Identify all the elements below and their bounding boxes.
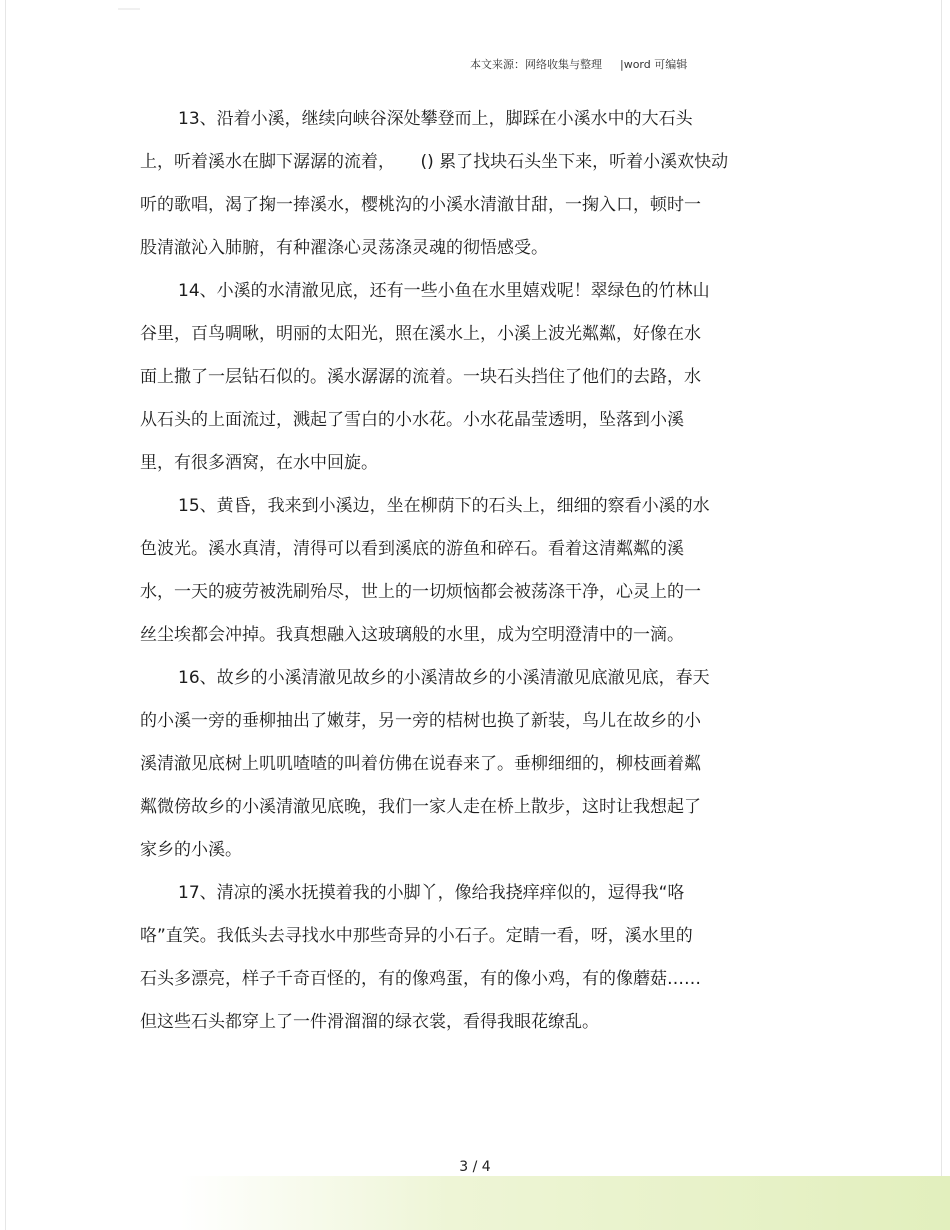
paragraph-line: 丝尘埃都会冲掉。我真想融入这玻璃般的水里，成为空明澄清中的一滴。 [140,625,684,645]
paragraph-line: 14、小溪的水清澈见底，还有一些小鱼在水里嬉戏呢！翠绿色的竹林山 [178,281,710,301]
paragraph-line: 从石头的上面流过，溅起了雪白的小水花。小水花晶莹透明，坠落到小溪 [140,410,684,430]
paragraph-line: 的小溪一旁的垂柳抽出了嫩芽，另一旁的桔树也换了新装，鸟儿在故乡的小 [140,711,701,731]
paragraph-15 [140,497,780,644]
paragraph-14 [140,282,780,472]
paragraph-line: 溪清澈见底树上叽叽喳喳的叫着仿佛在说春来了。垂柳细细的，柳枝画着粼 [140,754,701,774]
paragraph-line: 石头多漂亮，样子千奇百怪的，有的像鸡蛋，有的像小鸡，有的像蘑菇…… [140,969,701,989]
header-note [470,56,687,72]
body-text [140,110,780,1056]
header-source: 本文来源：网络收集与整理 [470,58,602,71]
paragraph-line: 15、黄昏，我来到小溪边，坐在柳荫下的石头上，细细的察看小溪的水 [178,496,710,516]
paragraph-line: 但这些石头都穿上了一件滑溜溜的绿衣裳，看得我眼花缭乱。 [140,1012,599,1032]
paragraph-line: 色波光。溪水真清，清得可以看到溪底的游鱼和碎石。看着这清粼粼的溪 [140,539,684,559]
header-edit: |word 可编辑 [620,58,688,71]
left-page-edge [5,0,6,1230]
bottom-decor-band [180,1176,950,1230]
paragraph-line: 里，有很多酒窝，在水中回旋。 [140,453,378,473]
paragraph-line: 家乡的小溪。 [140,840,242,860]
page-number: 3 / 4 [459,1159,491,1175]
paragraph-line: 13、沿着小溪，继续向峡谷深处攀登而上，脚踩在小溪水中的大石头 [178,109,693,129]
paragraph-17 [140,884,780,1031]
paragraph-line: 股清澈沁入肺腑，有种濯涤心灵荡涤灵魂的彻悟感受。 [140,238,548,258]
paragraph-line: 听的歌唱，渴了掬一捧溪水，樱桃沟的小溪水清澈甘甜，一掬入口，顿时一 [140,195,701,215]
paragraph-line: 上，听着溪水在脚下潺潺的流着， () 累了找块石头坐下来，听着小溪欢快动 [140,152,729,172]
paragraph-line: 17、清凉的溪水抚摸着我的小脚丫，像给我挠痒痒似的，逗得我“咯 [178,883,685,903]
paragraph-16 [140,669,780,859]
paragraph-line: 水，一天的疲劳被洗刷殆尽，世上的一切烦恼都会被荡涤干净，心灵上的一 [140,582,701,602]
paragraph-line: 16、故乡的小溪清澈见故乡的小溪清故乡的小溪清澈见底澈见底，春天 [178,668,710,688]
corner-mark [118,8,140,10]
paragraph-line: 谷里，百鸟啁啾，明丽的太阳光，照在溪水上，小溪上波光粼粼，好像在水 [140,324,701,344]
paragraph-13 [140,110,780,257]
right-page-edge [941,0,942,1230]
paragraph-line: 粼微傍故乡的小溪清澈见底晚，我们一家人走在桥上散步，这时让我想起了 [140,797,701,817]
paragraph-line: 面上撒了一层钻石似的。溪水潺潺的流着。一块石头挡住了他们的去路，水 [140,367,701,387]
paragraph-line: 咯”直笑。我低头去寻找水中那些奇异的小石子。定睛一看，呀，溪水里的 [140,926,693,946]
